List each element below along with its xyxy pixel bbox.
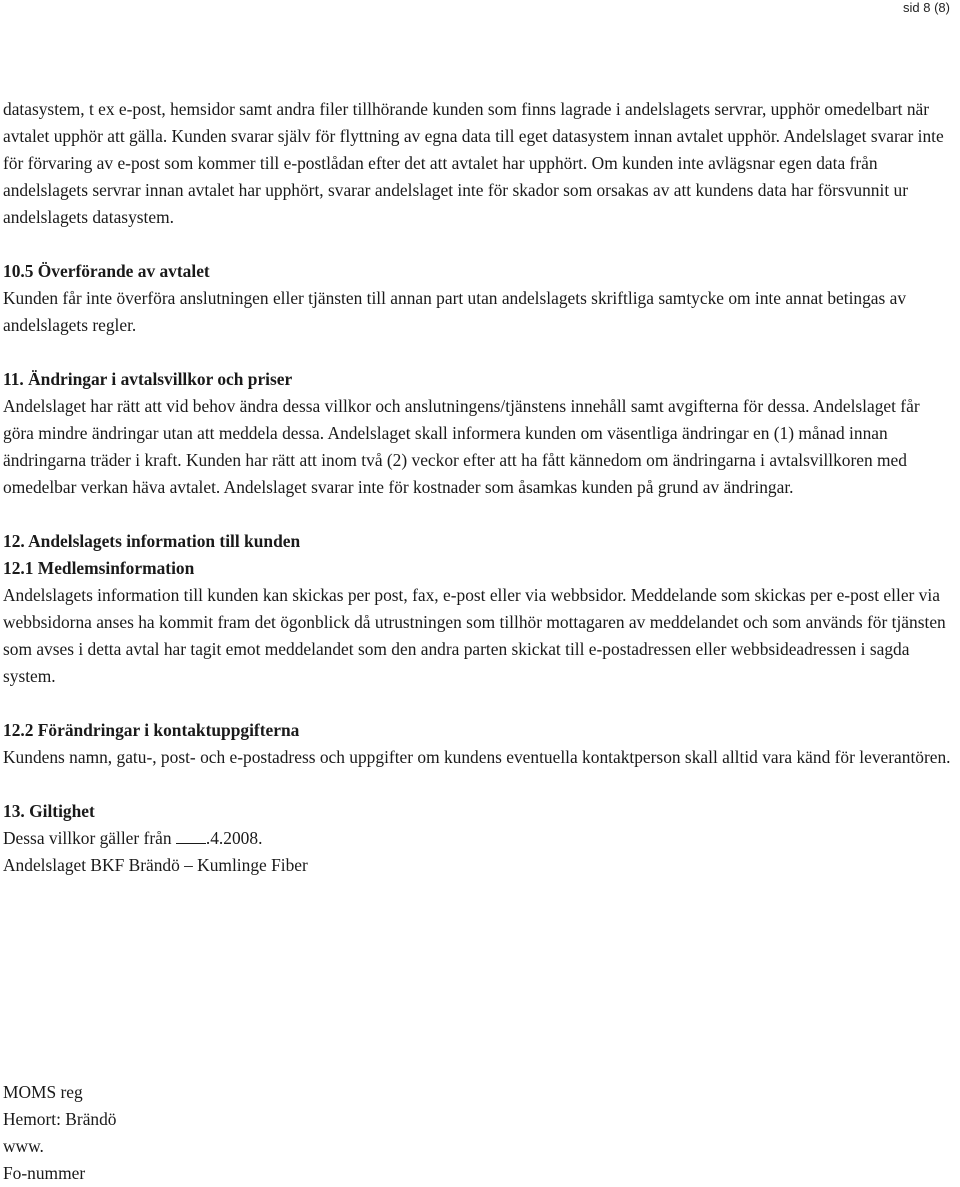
spacer (3, 501, 953, 528)
section-12-2-body: Kundens namn, gatu-, post- och e-postadress och uppgifter om kundens eventuella kontaktperson skall alltid vara känd för leverantören. (3, 747, 951, 767)
spacer (3, 231, 953, 258)
spacer (3, 771, 953, 798)
footer-web: www. (3, 1136, 44, 1156)
section-13-heading: 13. Giltighet (3, 801, 95, 821)
validity-line (3, 825, 953, 852)
document-body (3, 96, 953, 879)
intro-paragraph: datasystem, t ex e-post, hemsidor samt andra filer tillhörande kunden som finns lagrade i andelslagets servrar, upphör omedelbart när avtalet upphör att gälla. Kunden svarar själv för flyttning av egna data till eget datasystem innan avtalet upphör. Andelslaget svarar inte för förvaring av e-post som kommer till e-postlådan efter det att avtalet har upphört. Om kunden inte avlägsnar egen data från andelslagets servrar innan avtalet har upphört, svarar andelslaget inte för skador som orsakas av att kundens data har försvunnit ur andelslagets datasystem. (3, 99, 944, 227)
section-12-1-body: Andelslagets information till kunden kan skickas per post, fax, e-post eller via webbsidor. Meddelande som skickas per e-post eller via webbsidorna anses ha kommit fram det ögonblick då utrustningen som tillhör mottagaren av meddelandet och som används för tjänsten som avses i detta avtal har tagit emot meddelandet som den andra parten skickat till e-postadressen eller webbsideadressen i sagda system. (3, 585, 946, 686)
section-12-1-heading: 12.1 Medlemsinformation (3, 558, 195, 578)
footer (3, 1079, 117, 1187)
section-10-5-body: Kunden får inte överföra anslutningen eller tjänsten till annan part utan andelslagets skriftliga samtycke om inte annat betingas av andelslagets regler. (3, 288, 907, 335)
spacer (3, 339, 953, 366)
validity-prefix: Dessa villkor gäller från (3, 828, 176, 848)
page-number: sid 8 (8) (903, 0, 950, 15)
spacer (3, 690, 953, 717)
validity-suffix: .4.2008. (205, 828, 263, 848)
organization-name: Andelslaget BKF Brändö – Kumlinge Fiber (3, 855, 308, 875)
section-11-heading: 11. Ändringar i avtalsvillkor och priser (3, 369, 293, 389)
section-10-5-heading: 10.5 Överförande av avtalet (3, 261, 210, 281)
footer-vat: MOMS reg (3, 1082, 83, 1102)
footer-domicile: Hemort: Brändö (3, 1109, 117, 1129)
section-12-2-heading: 12.2 Förändringar i kontaktuppgifterna (3, 720, 300, 740)
date-blank (176, 826, 206, 844)
section-11-body: Andelslaget har rätt att vid behov ändra dessa villkor och anslutningens/tjänstens innehåll samt avgifterna för dessa. Andelslaget får göra mindre ändringar utan att meddela dessa. Andelslaget skall informera kunden om väsentliga ändringar en (1) månad innan ändringarna träder i kraft. Kunden har rätt att inom två (2) veckor efter att ha fått kännedom om ändringarna i avtalsvillkoren med omedelbar verkan häva avtalet. Andelslaget svarar inte för kostnader som åsamkas kunden på grund av ändringar. (3, 396, 920, 497)
section-12-heading: 12. Andelslagets information till kunden (3, 531, 301, 551)
footer-business-id: Fo-nummer (3, 1163, 86, 1183)
